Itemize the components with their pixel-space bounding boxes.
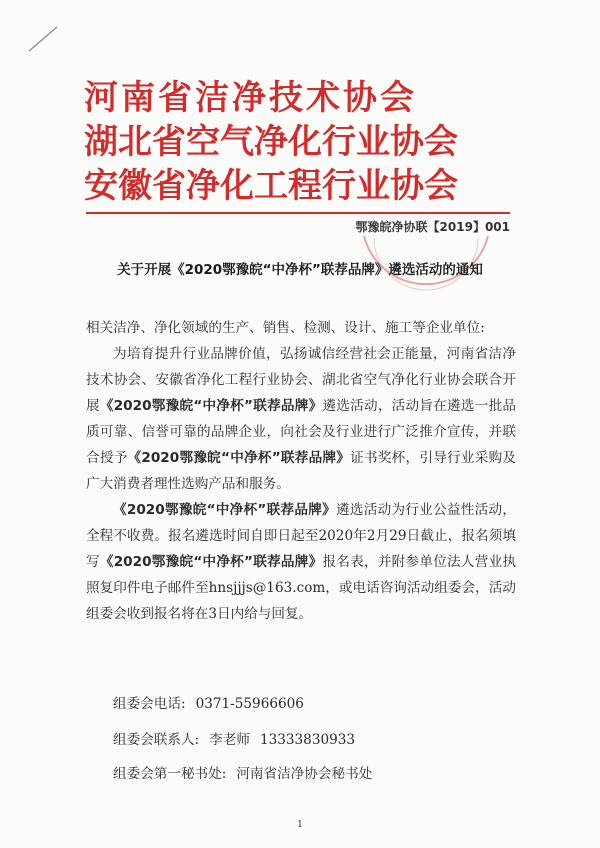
paragraph-purpose	[86, 341, 516, 497]
event-name: 《2020鄂豫皖“中净杯”联荐品牌》	[99, 554, 323, 570]
document-number: 鄂豫皖净协联【2019】001	[355, 220, 510, 234]
contact-person-label: 组委会联系人:	[113, 732, 200, 748]
organization-name-hubei: 湖北省空气净化行业协会	[84, 122, 458, 162]
event-name: 《2020鄂豫皖“中净杯”联荐品牌》	[99, 398, 323, 414]
letterhead	[84, 76, 514, 208]
contact-phone-label: 组委会电话:	[113, 696, 186, 712]
paragraph-text: 证书奖杯，引导行业采购及广大消费者理性选购产品和服务。	[86, 450, 517, 492]
page-number: 1	[297, 820, 303, 830]
salutation: 相关洁净、净化领域的生产、销售、检测、设计、施工等企业单位:	[86, 320, 485, 336]
contact-phone-line	[113, 692, 304, 712]
paragraph-text: 遴选活动，活动旨在遴选一批品质可靠、信誉可靠的品牌企业，向社会及行业进行广泛推介宣传，并联合授予	[86, 398, 517, 466]
event-name: 《2020鄂豫皖“中净杯”联荐品牌》	[113, 502, 336, 518]
pen-stroke-mark	[26, 24, 60, 54]
organization-name-henan: 河南省洁净技术协会	[84, 78, 417, 118]
contact-person-phone: 13333830933	[259, 732, 356, 748]
event-name: 《2020鄂豫皖“中净杯”联荐品牌》	[127, 450, 351, 466]
secretariat-label: 组委会第一秘书处:	[113, 766, 227, 782]
paragraph-registration	[86, 497, 516, 627]
letterhead-divider	[86, 212, 510, 214]
contact-phone: 0371-55966606	[195, 696, 304, 712]
contact-person-line	[113, 728, 355, 748]
secretariat-name: 河南省洁净协会秘书处	[236, 766, 373, 782]
organization-name-anhui: 安徽省净化工程行业协会	[84, 166, 458, 206]
document-body	[86, 315, 516, 627]
secretariat-line	[113, 762, 372, 782]
paragraph-text: 报名表，并附参单位法人营业执照复印件电子邮件至hnsjjjs@163.com，或电话咨询活动组委会，活动组委会收到报名将在3日内给与回复。	[86, 554, 517, 622]
document-title: 关于开展《2020鄂豫皖“中净杯”联荐品牌》遴选活动的通知	[117, 262, 483, 278]
paragraph-text: 为培育提升行业品牌价值，弘扬诚信经营社会正能量，河南省洁净技术协会、安徽省净化工程行业协会、湖北省空气净化行业协会联合开展	[86, 346, 516, 414]
contact-person: 李老师	[209, 732, 250, 748]
paragraph-text: 遴选活动为行业公益性活动，全程不收费。报名遴选时间自即日起至2020年2月29日截止，报名须填写	[86, 502, 516, 570]
